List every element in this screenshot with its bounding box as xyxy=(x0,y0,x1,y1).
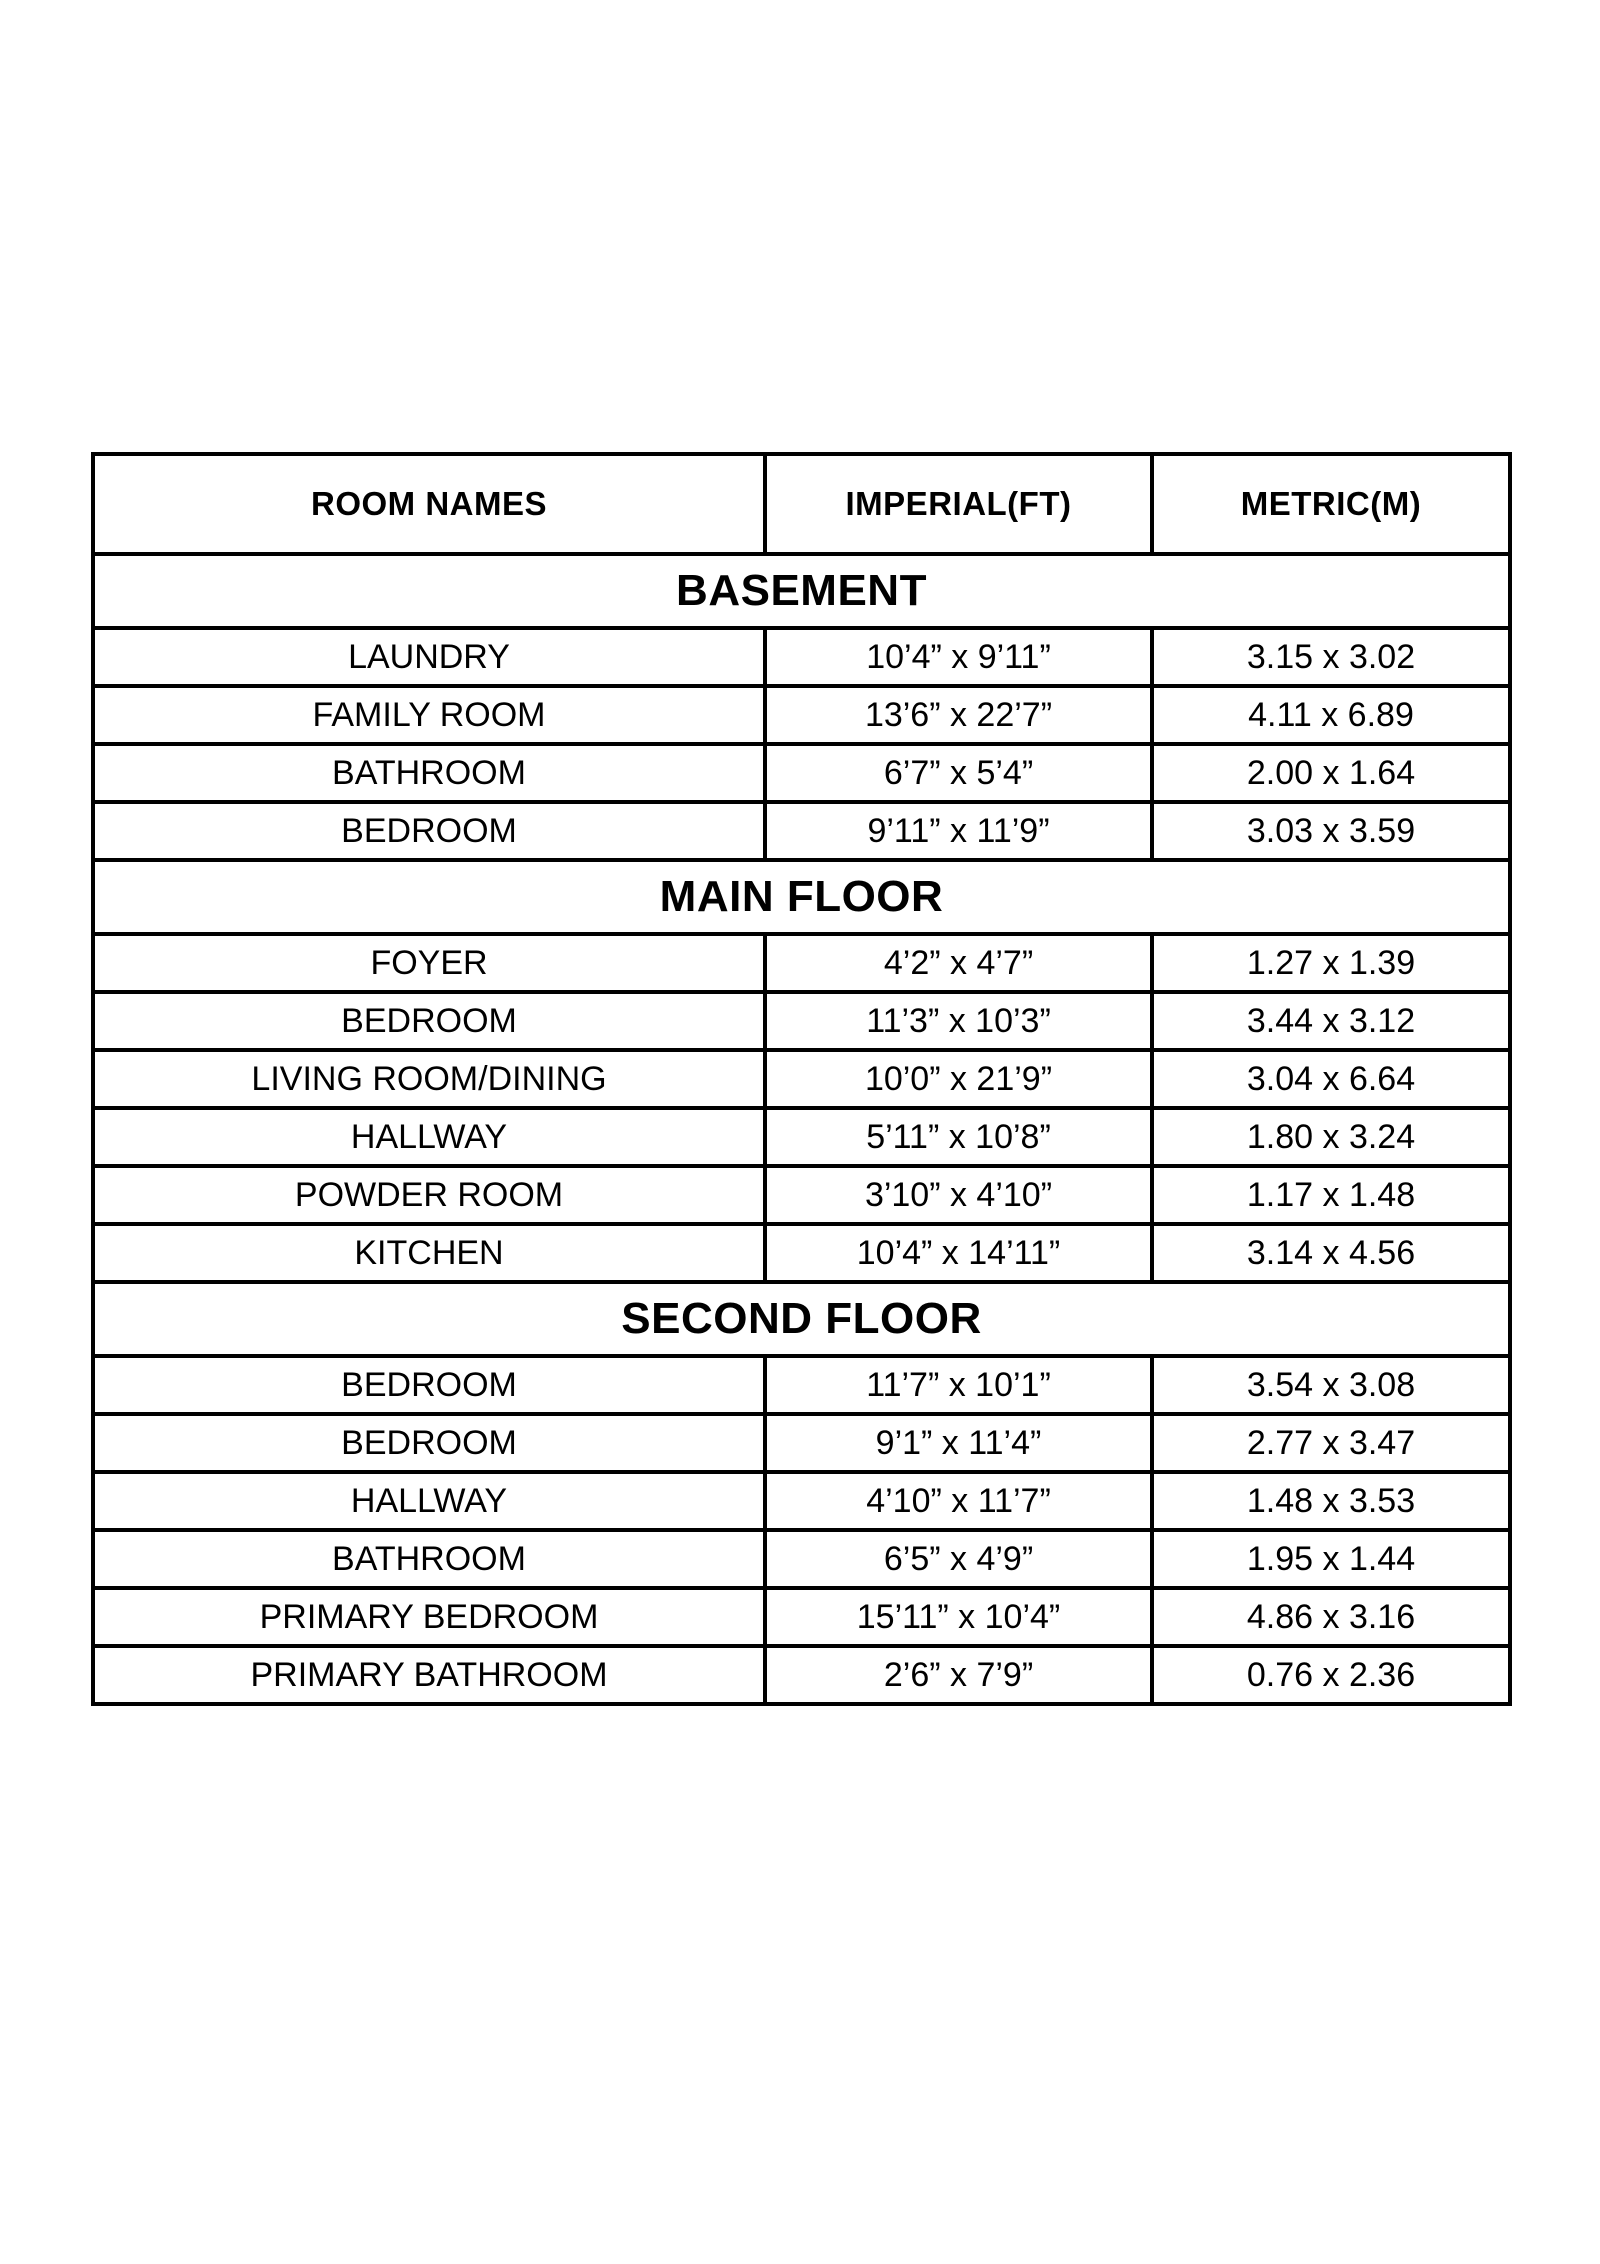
metric-cell: 3.14 x 4.56 xyxy=(1152,1224,1510,1282)
imperial-cell: 9’11” x 11’9” xyxy=(765,802,1152,860)
table-row xyxy=(93,934,1510,992)
metric-cell: 3.15 x 3.02 xyxy=(1152,628,1510,686)
table-row xyxy=(93,686,1510,744)
metric-cell: 1.80 x 3.24 xyxy=(1152,1108,1510,1166)
imperial-cell: 15’11” x 10’4” xyxy=(765,1588,1152,1646)
table-row xyxy=(93,1050,1510,1108)
table-row xyxy=(93,1472,1510,1530)
table-header-row xyxy=(93,454,1510,554)
table-row xyxy=(93,1356,1510,1414)
metric-cell: 3.54 x 3.08 xyxy=(1152,1356,1510,1414)
table-row xyxy=(93,992,1510,1050)
column-header-imperial: IMPERIAL(FT) xyxy=(765,454,1152,554)
room-name-cell: BEDROOM xyxy=(93,1356,765,1414)
metric-cell: 2.77 x 3.47 xyxy=(1152,1414,1510,1472)
room-name-cell: BEDROOM xyxy=(93,992,765,1050)
room-name-cell: HALLWAY xyxy=(93,1472,765,1530)
metric-cell: 3.44 x 3.12 xyxy=(1152,992,1510,1050)
metric-cell: 1.48 x 3.53 xyxy=(1152,1472,1510,1530)
room-name-cell: LIVING ROOM/DINING xyxy=(93,1050,765,1108)
metric-cell: 2.00 x 1.64 xyxy=(1152,744,1510,802)
imperial-cell: 2’6” x 7’9” xyxy=(765,1646,1152,1704)
room-name-cell: KITCHEN xyxy=(93,1224,765,1282)
imperial-cell: 4’10” x 11’7” xyxy=(765,1472,1152,1530)
metric-cell: 3.03 x 3.59 xyxy=(1152,802,1510,860)
table-row xyxy=(93,628,1510,686)
room-name-cell: PRIMARY BEDROOM xyxy=(93,1588,765,1646)
section-title: BASEMENT xyxy=(93,554,1510,628)
room-name-cell: HALLWAY xyxy=(93,1108,765,1166)
column-header-metric: METRIC(M) xyxy=(1152,454,1510,554)
room-name-cell: FOYER xyxy=(93,934,765,992)
metric-cell: 4.11 x 6.89 xyxy=(1152,686,1510,744)
room-name-cell: BEDROOM xyxy=(93,802,765,860)
metric-cell: 1.27 x 1.39 xyxy=(1152,934,1510,992)
table-row xyxy=(93,1224,1510,1282)
room-name-cell: POWDER ROOM xyxy=(93,1166,765,1224)
room-name-cell: PRIMARY BATHROOM xyxy=(93,1646,765,1704)
metric-cell: 4.86 x 3.16 xyxy=(1152,1588,1510,1646)
imperial-cell: 6’7” x 5’4” xyxy=(765,744,1152,802)
imperial-cell: 9’1” x 11’4” xyxy=(765,1414,1152,1472)
room-dimensions-table xyxy=(91,452,1512,1706)
room-name-cell: LAUNDRY xyxy=(93,628,765,686)
imperial-cell: 6’5” x 4’9” xyxy=(765,1530,1152,1588)
table-row xyxy=(93,1588,1510,1646)
room-name-cell: BATHROOM xyxy=(93,744,765,802)
room-name-cell: BEDROOM xyxy=(93,1414,765,1472)
imperial-cell: 3’10” x 4’10” xyxy=(765,1166,1152,1224)
table-row xyxy=(93,1530,1510,1588)
table-row xyxy=(93,1108,1510,1166)
room-name-cell: BATHROOM xyxy=(93,1530,765,1588)
column-header-room-names: ROOM NAMES xyxy=(93,454,765,554)
imperial-cell: 5’11” x 10’8” xyxy=(765,1108,1152,1166)
table-row xyxy=(93,802,1510,860)
table-row xyxy=(93,744,1510,802)
imperial-cell: 10’0” x 21’9” xyxy=(765,1050,1152,1108)
imperial-cell: 10’4” x 14’11” xyxy=(765,1224,1152,1282)
imperial-cell: 11’3” x 10’3” xyxy=(765,992,1152,1050)
section-header-main-floor xyxy=(93,860,1510,934)
table-row xyxy=(93,1646,1510,1704)
table-row xyxy=(93,1414,1510,1472)
section-header-second-floor xyxy=(93,1282,1510,1356)
metric-cell: 1.95 x 1.44 xyxy=(1152,1530,1510,1588)
room-name-cell: FAMILY ROOM xyxy=(93,686,765,744)
section-title: MAIN FLOOR xyxy=(93,860,1510,934)
table-row xyxy=(93,1166,1510,1224)
metric-cell: 3.04 x 6.64 xyxy=(1152,1050,1510,1108)
imperial-cell: 13’6” x 22’7” xyxy=(765,686,1152,744)
section-title: SECOND FLOOR xyxy=(93,1282,1510,1356)
imperial-cell: 11’7” x 10’1” xyxy=(765,1356,1152,1414)
section-header-basement xyxy=(93,554,1510,628)
metric-cell: 1.17 x 1.48 xyxy=(1152,1166,1510,1224)
imperial-cell: 10’4” x 9’11” xyxy=(765,628,1152,686)
metric-cell: 0.76 x 2.36 xyxy=(1152,1646,1510,1704)
imperial-cell: 4’2” x 4’7” xyxy=(765,934,1152,992)
